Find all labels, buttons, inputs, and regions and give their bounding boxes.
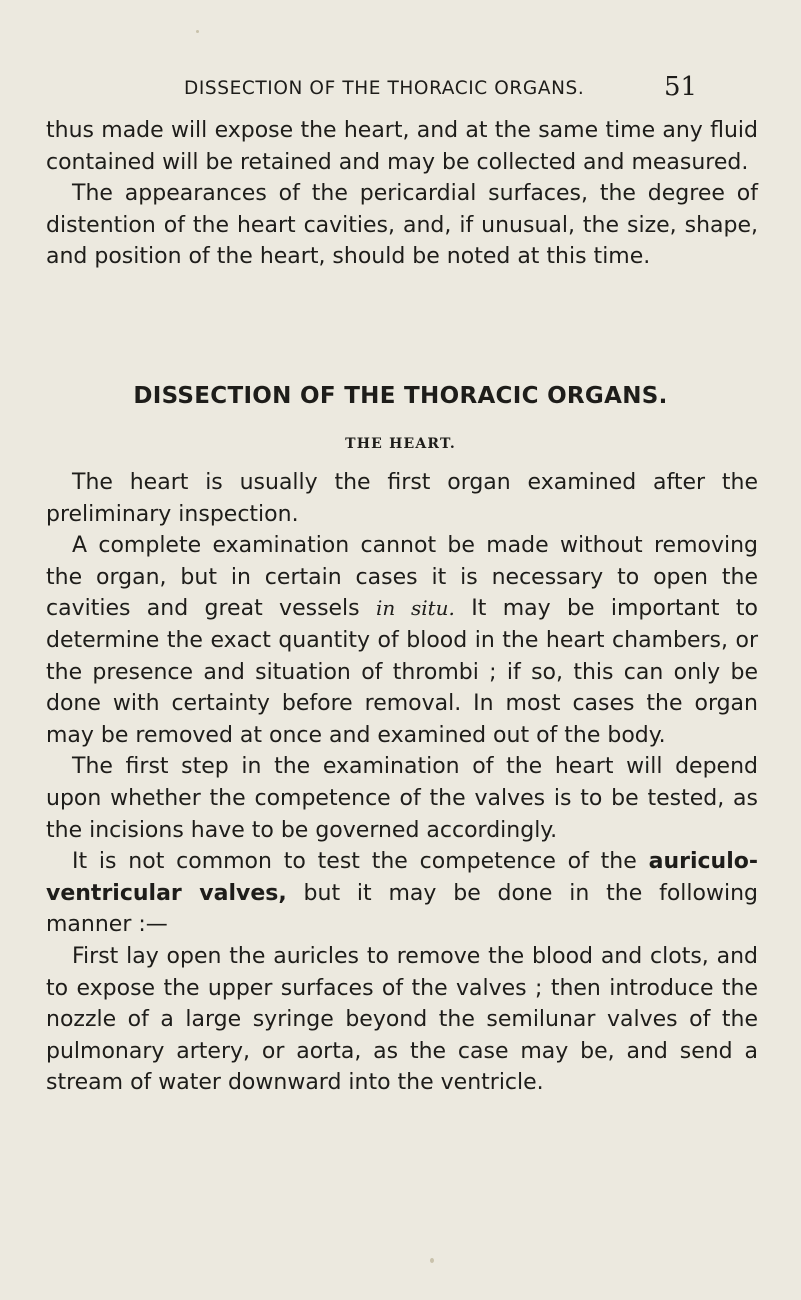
paragraph-first-step: The first step in the examination of the heart will depend upon whether the competence of the valves is to be tested, as the incisions have to be governed accordingly. [46,754,758,843]
paragraph-valve-competence [46,846,758,941]
text-run: It is not common to test the competence of the [72,849,649,875]
text-run: It may be important to determine the exact quantity of blood in the heart chambers, or the presence and situation of thrombi ; if so, this can only be done with certainty before removal. In most cases the organ may be removed at once and examined out of the body. [46,596,758,748]
paragraph-continued: thus made will expose the heart, and at the same time any fluid contained will be retained and may be collected and measured. [46,118,758,175]
continuation-text-block [46,115,758,273]
paragraph-pericardial-appearances: The appearances of the pericardial surfaces, the degree of distention of the heart cavities, and, if unusual, the size, shape, and position of the heart, should be noted at this time. [46,181,758,270]
paragraph-complete-examination [46,530,758,751]
paper-speck [196,30,199,33]
page-number: 51 [664,72,698,102]
running-head-title: DISSECTION OF THE THORACIC ORGANS. [184,78,585,99]
text-run: but it may be done in the following manner :— [46,880,759,938]
paragraph-heart-first-organ: The heart is usually the first organ examined after the preliminary inspection. [46,470,758,527]
heart-section-text [46,467,758,1099]
paper-speck [430,1258,434,1263]
section-heading: DISSECTION OF THE THORACIC ORGANS. [133,383,668,409]
bold-auriculo-ventricular: auriculo-ventricular valves, [46,849,758,906]
italic-in-situ: in situ. [375,596,455,621]
paragraph-syringe-procedure: First lay open the auricles to remove the blood and clots, and to expose the upper surfaces of the valves ; then introduce the nozzle of a large syringe beyond the semilunar valves of the pulmonary artery, or aorta, as the case may be, and send a stream of water downward into the ventricle. [46,943,758,1096]
subheading-the-heart: THE HEART. [345,436,456,452]
text-run: A complete examination cannot be made without removing the organ, but in certain cases it is necessary to open the cavities and great vessels [46,533,758,622]
